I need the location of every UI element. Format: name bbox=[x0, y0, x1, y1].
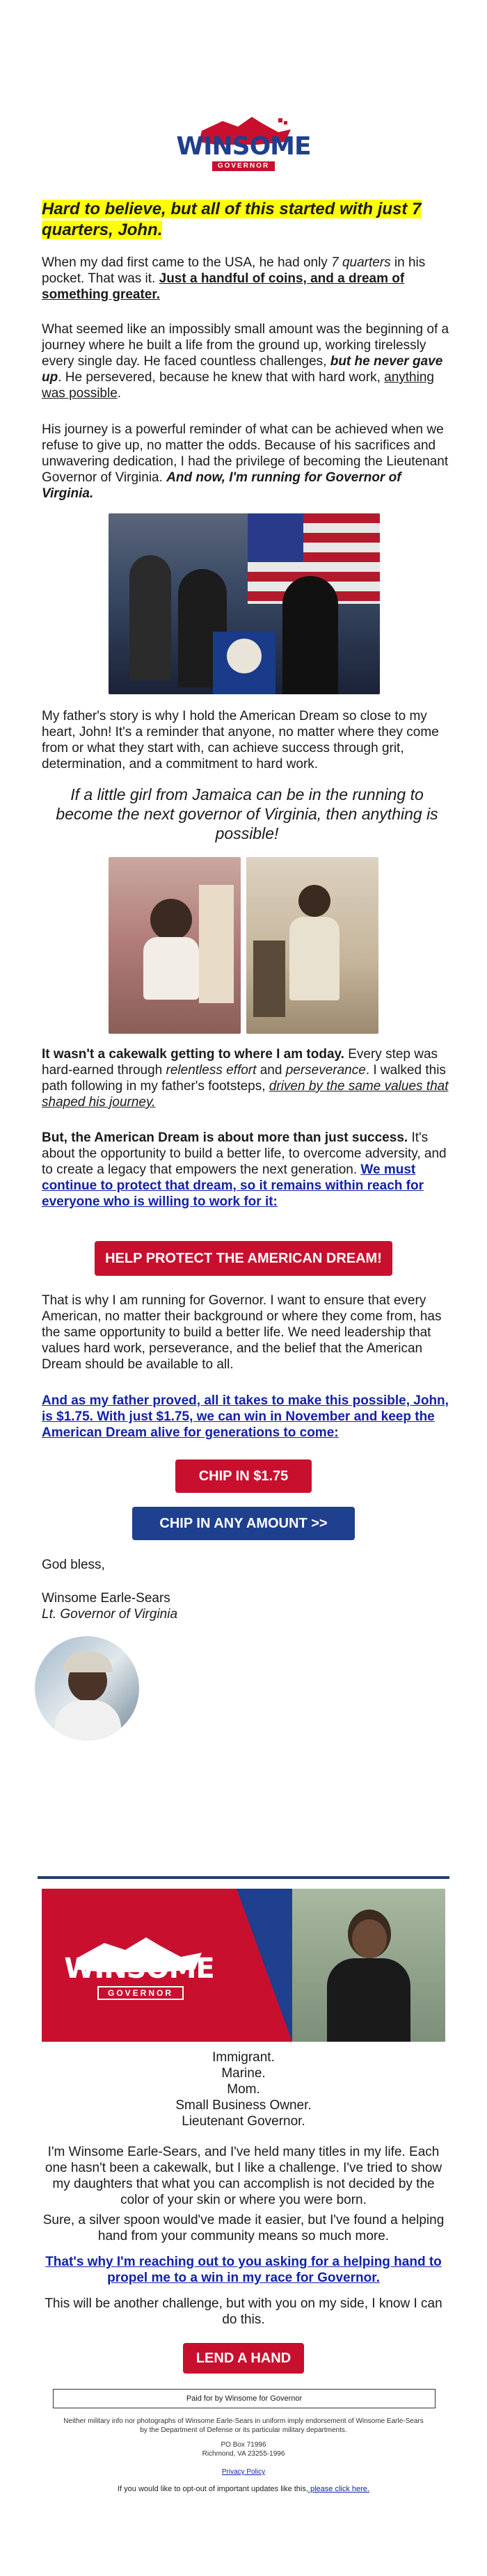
title-item: Small Business Owner. bbox=[175, 2098, 312, 2113]
footer-paragraph-silver-spoon: Sure, a silver spoon would've made it easier, but I've found a helping hand from your community means so much more. bbox=[42, 2213, 445, 2243]
signoff: God bless, bbox=[42, 1558, 105, 1572]
paragraph-cakewalk: It wasn't a cakewalk getting to where I am today. Every step was hard-earned through relentless effort and perseverance. I walked this path following in my father's footsteps, driven by the same values that shaped his journey. bbox=[42, 1047, 449, 1110]
titles-list bbox=[42, 2049, 445, 2129]
footer-paragraph-challenge: This will be another challenge, but with you on my side, I know I can do this. bbox=[45, 2296, 442, 2327]
paragraph-more-than-success: But, the American Dream is about more than just success. It's about the opportunity to build a better life, to overcome adversity, and to create a legacy that empowers the next generation. We must continue to protect that dream, so it remains within reach for everyone who is willing to work for it: bbox=[42, 1130, 447, 1209]
pull-quote: If a little girl from Jamaica can be in the running to become the next governor of Virginia, then anything is possible! bbox=[56, 785, 438, 842]
headline: Hard to believe, but all of this started with just 7 quarters, John. bbox=[42, 200, 422, 239]
chip-in-any-amount-button[interactable]: CHIP IN ANY AMOUNT >> bbox=[132, 1507, 355, 1540]
title-item: Mom. bbox=[227, 2082, 260, 2097]
childhood-photo-right bbox=[246, 857, 378, 1034]
banner-wordmark: WINSOME bbox=[64, 1953, 214, 1985]
inauguration-photo bbox=[109, 513, 380, 694]
signature-name: Winsome Earle-Sears bbox=[42, 1591, 170, 1606]
logo-subtitle: GOVERNOR bbox=[212, 161, 275, 171]
paragraph-journey: What seemed like an impossibly small amount was the beginning of a journey where he built a life from the ground up, working tirelessly every single day. He faced countless challenges, but he never gave up. He persevered, because he knew that with hard work, anything was possible. bbox=[42, 322, 449, 401]
protect-dream-link[interactable]: We must continue to protect that dream, so it remains within reach for everyone who is willing to work for it: bbox=[42, 1162, 424, 1209]
banner-portrait bbox=[327, 1910, 410, 2042]
mailing-address: PO Box 71996 Richmond, VA 23255-1996 bbox=[202, 2441, 285, 2458]
privacy-policy-link[interactable]: Privacy Policy bbox=[221, 2468, 266, 2476]
signature-title: Lt. Governor of Virginia bbox=[42, 1607, 178, 1622]
footer-divider bbox=[38, 1876, 449, 1879]
chip-in-link[interactable]: And as my father proved, all it takes to make this possible, John, is $1.75. With just $1.75, we can win in November and keep the American Dream alive for generations to come: bbox=[42, 1393, 449, 1440]
signature-block bbox=[42, 1590, 452, 1622]
banner-subtitle: GOVERNOR bbox=[97, 1986, 184, 2000]
logo-wordmark: WINSOME bbox=[176, 132, 311, 161]
footer-paragraph-helping-hand bbox=[42, 2254, 445, 2286]
header-logo bbox=[174, 111, 313, 174]
lend-a-hand-button[interactable]: LEND A HAND bbox=[183, 2343, 304, 2374]
childhood-photo-left bbox=[109, 857, 241, 1034]
paid-for-box: Paid for by Winsome for Governor bbox=[53, 2389, 436, 2408]
paragraph-quarters: When my dad first came to the USA, he had only 7 quarters in his pocket. That was it. Just a handful of coins, and a dream of something greater. bbox=[42, 255, 426, 302]
opt-out-line: If you would like to opt-out of important updates like this, please click here. bbox=[118, 2485, 369, 2493]
help-protect-button[interactable]: HELP PROTECT THE AMERICAN DREAM! bbox=[95, 1241, 392, 1276]
paragraph-american-dream: My father's story is why I hold the American Dream so close to my heart, John! It's a reminder that anyone, no matter where they come from or what they start with, can achieve success through grit, determination, and a commitment to hard work. bbox=[42, 709, 439, 771]
avatar bbox=[35, 1636, 139, 1741]
helping-hand-link[interactable]: That's why I'm reaching out to you asking for a helping hand to propel me to a win in my race for Governor. bbox=[45, 2255, 442, 2285]
paragraph-one-seventy-five bbox=[42, 1393, 452, 1441]
chip-in-175-button[interactable]: CHIP IN $1.75 bbox=[175, 1459, 312, 1493]
footer-banner bbox=[42, 1889, 445, 2042]
title-item: Marine. bbox=[221, 2066, 266, 2081]
paragraph-reminder: His journey is a powerful reminder of what can be achieved when we refuse to give up, no matter the odds. Because of his sacrifices and unwavering dedication, I had the privilege of becoming the Lieutenant Governor of Virginia. And now, I'm running for Governor of Virginia. bbox=[42, 422, 449, 501]
title-item: Lieutenant Governor. bbox=[182, 2114, 305, 2129]
paragraph-running: That is why I am running for Governor. I want to ensure that every American, no matter their background or where they come from, has the same opportunity to build a better life. We need leadership that values hard work, perseverance, and the belief that the American Dream should be available to all. bbox=[42, 1293, 442, 1372]
title-item: Immigrant. bbox=[212, 2050, 275, 2065]
opt-out-link[interactable]: please click here. bbox=[308, 2485, 369, 2493]
footer-paragraph-titles: I'm Winsome Earle-Sears, and I've held many titles in my life. Each one hasn't been a cakewalk, but I like a challenge. I've tried to show my daughters that what you can accomplish is not decided by the color of your skin or where you were born. bbox=[45, 2145, 442, 2207]
disclaimer: Neither military info nor photographs of Winsome Earle-Sears in uniform imply endorsement of Winsome Earle-Sears by the Department of Defense or its particular military departments. bbox=[63, 2417, 424, 2434]
